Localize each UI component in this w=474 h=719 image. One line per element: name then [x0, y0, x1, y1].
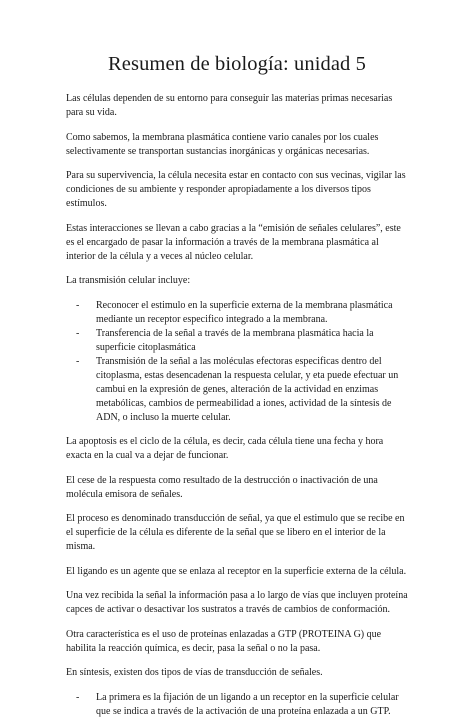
dash-bullet: - [76, 355, 80, 367]
paragraph: La apoptosis es el ciclo de la célula, es decir, cada célula tiene una fecha y hora exacta en la cual va a dejar de funcionar. [66, 436, 384, 461]
list-item [66, 355, 408, 425]
list-item [66, 299, 408, 327]
list-item [66, 691, 408, 719]
page-title: Resumen de biología: unidad 5 [108, 53, 366, 75]
dash-bullet: - [76, 691, 80, 703]
paragraph: En síntesis, existen dos tipos de vías de transducción de señales. [66, 667, 323, 678]
paragraph: Otra característica es el uso de proteínas enlazadas a GTP (PROTEINA G) que habilita la reacción química, es decir, pasa la señal o no la pasa. [66, 628, 382, 654]
list-item-text: La primera es la fijación de un ligando a un receptor en la superficie celular que se indica a través de la activación de una proteína enlazada a un GTP. [96, 691, 399, 717]
list-item-text: Transferencia de la señal a través de la membrana plasmática hacia la superficie citoplasmática [96, 327, 374, 353]
bullet-list [66, 299, 408, 425]
list-item-text: Transmisión de la señal a las moléculas efectoras especificas dentro del citoplasma, estas desencadenan la respuesta celular, y eta puede efectuar un cambui en la expresión de genes, alteración de la actividad en enzimas metabólicas, cambios de permeabilidad a iones, actividad de la síntesis de ADN, o incluso la muerte celular. [96, 355, 399, 423]
dash-bullet: - [76, 327, 80, 339]
list-item [66, 327, 408, 355]
dash-bullet: - [76, 299, 80, 311]
paragraph: La transmisión celular incluye: [66, 275, 191, 286]
paragraph: Como sabemos, la membrana plasmática contiene vario canales por los cuales selectivamente se transportan sustancias inorgánicas y orgánicas necesarias. [66, 131, 379, 157]
paragraph: Las células dependen de su entorno para conseguir las materias primas necesarias para su vida. [66, 93, 393, 118]
paragraph: El ligando es un agente que se enlaza al receptor en la superficie externa de la célula. [66, 565, 407, 577]
paragraph: El cese de la respuesta como resultado de la destrucción o inactivación de una molécula emisora de señales. [66, 474, 378, 500]
paragraph: Estas interacciones se llevan a cabo gracias a la “emisión de señales celulares”, este es el encargado de pasar la información a través de la membrana plasmática al interior de la célula y a veces al núcleo celular. [66, 222, 401, 262]
bullet-list [66, 691, 408, 719]
list-item-text: Reconocer el estimulo en la superficie externa de la membrana plasmática mediante un receptor especifico integrado a la membrana. [96, 299, 393, 325]
paragraph: Una vez recibida la señal la información pasa a lo largo de vías que incluyen proteína capces de activar o desactivar los sustratos a través de cambios de conformación. [66, 590, 408, 615]
paragraph: Para su supervivencia, la célula necesita estar en contacto con sus vecinas, vigilar las condiciones de su ambiente y responder apropiadamente a los diversos tipos estímulos. [66, 170, 406, 209]
paragraph: El proceso es denominado transducción de señal, ya que el estimulo que se recibe en el superficie de la célula es diferente de la señal que se libero en el interior de la misma. [66, 513, 405, 552]
